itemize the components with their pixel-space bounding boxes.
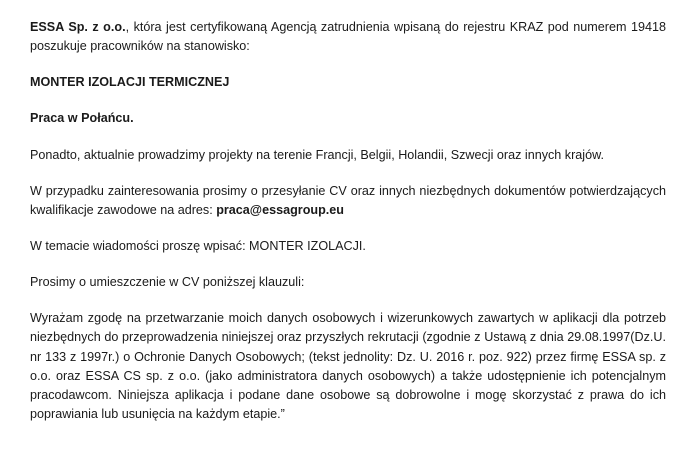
consent-clause-paragraph: Wyrażam zgodę na przetwarzanie moich danych osobowych i wizerunkowych zawartych w aplikacji dla potrzeb niezbędnych do przeprowadzenia niniejszej oraz przyszłych rekrutacji (zgodnie z Ustawą z dnia 29.08.1997(Dz.U. nr 133 z 1997r.) o Ochronie Danych Osobowych; (tekst jednolity: Dz. U. 2016 r. poz. 922) przez firmę ESSA sp. z o.o. oraz ESSA CS sp. z o.o. (jako administratora danych osobowych) a także udostępnienie ich potencjalnym pracodawcom. Niniejsza aplikacja i podane dane osobowe są dobrowolne i mogę skorzystać z prawa do ich poprawiania lub usunięcia na każdym etapie.” <box>30 311 666 421</box>
location-heading: Praca w Połańcu. <box>30 111 134 126</box>
application-paragraph <box>30 182 666 220</box>
company-name: ESSA Sp. z o.o. <box>30 20 126 34</box>
projects-paragraph: Ponadto, aktualnie prowadzimy projekty na terenie Francji, Belgii, Holandii, Szwecji oraz innych krajów. <box>30 147 604 162</box>
application-text: W przypadku zainteresowania prosimy o przesyłanie CV oraz innych niezbędnych dokumentów potwierdzających kwalifikacje zawodowe na adres: <box>30 183 666 217</box>
position-heading: MONTER IZOLACJI TERMICZNEJ <box>30 75 230 90</box>
subject-paragraph: W temacie wiadomości proszę wpisać: MONTER IZOLACJI. <box>30 238 366 253</box>
contact-email: praca@essagroup.eu <box>216 202 344 217</box>
intro-text: , która jest certyfikowaną Agencją zatrudnienia wpisaną do rejestru KRAZ pod numerem 19418 poszukuje pracowników na stanowisko: <box>30 20 666 54</box>
clause-intro-paragraph: Prosimy o umieszczenie w CV poniższej klauzuli: <box>30 275 305 290</box>
intro-paragraph <box>30 18 666 56</box>
